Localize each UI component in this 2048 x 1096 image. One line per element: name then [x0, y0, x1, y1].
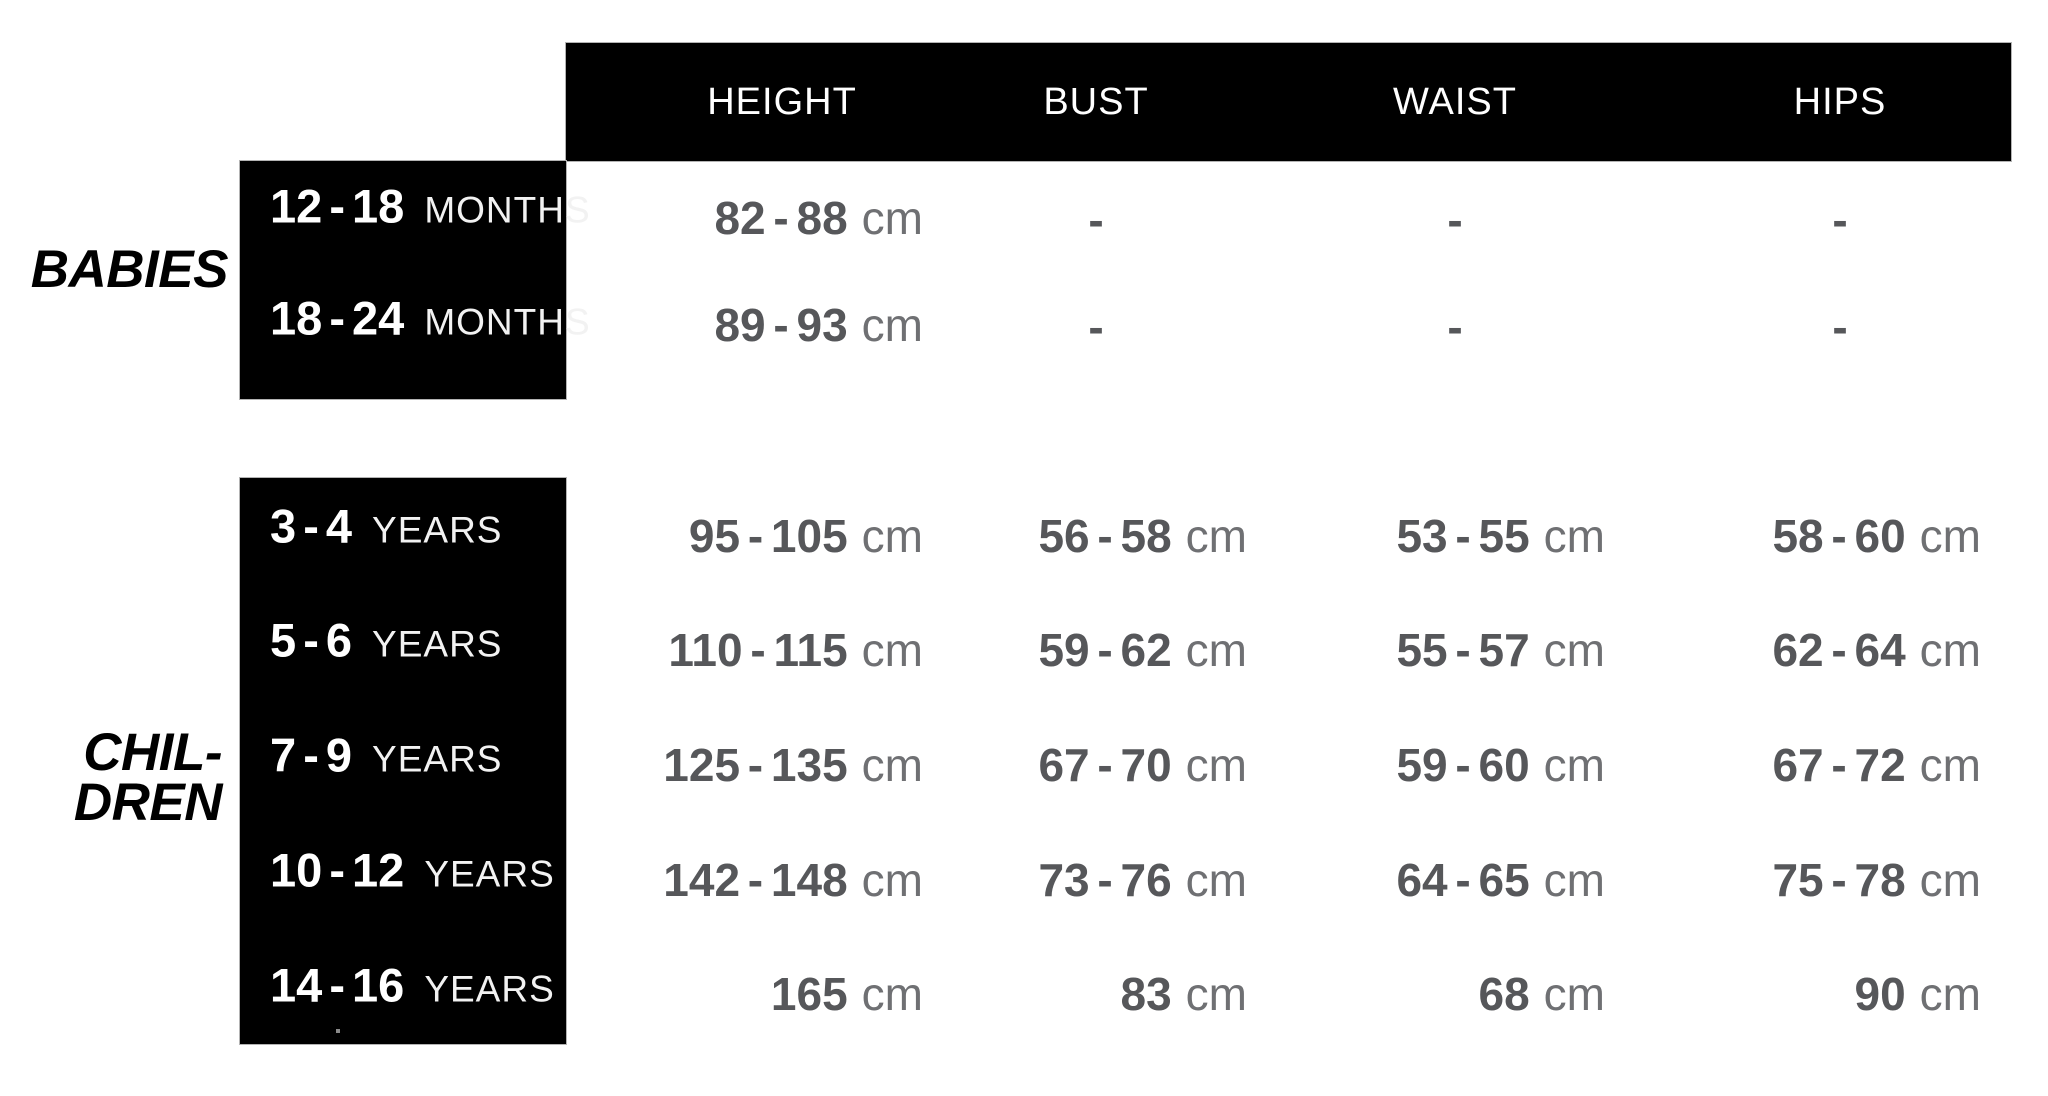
children-size-box	[240, 478, 566, 1044]
size-unit: YEARS	[372, 509, 503, 551]
size-range: 14 - 16	[270, 958, 405, 1012]
value-unit: cm	[1185, 739, 1247, 791]
size-range: 3 - 4	[270, 499, 353, 553]
value-number: 125 - 135	[663, 739, 848, 791]
group-label-text: BABIES	[30, 240, 228, 299]
value-unit: cm	[1543, 854, 1605, 906]
size-row-children-1	[270, 613, 503, 667]
value-number: 73 - 76	[1038, 854, 1172, 906]
children-4-waist-value	[1478, 968, 1606, 1020]
babies-0-waist-value: -	[1447, 194, 1463, 246]
children-2-bust-value	[1038, 739, 1247, 791]
size-unit: YEARS	[372, 623, 503, 665]
value-unit: cm	[1543, 624, 1605, 676]
value-unit: cm	[861, 299, 923, 351]
value-unit: cm	[1919, 510, 1981, 562]
value-number: 59 - 62	[1038, 624, 1172, 676]
size-unit: MONTHS	[424, 301, 591, 343]
babies-1-hips-value: -	[1832, 301, 1848, 353]
value-number: 83	[1120, 968, 1172, 1020]
children-2-hips-value	[1772, 739, 1981, 791]
children-1-height-value	[668, 624, 923, 676]
size-row-children-0	[270, 499, 503, 553]
children-3-bust-value	[1038, 854, 1247, 906]
column-header-bust: BUST	[1043, 81, 1149, 123]
children-0-height-value	[688, 510, 923, 562]
value-unit: cm	[861, 968, 923, 1020]
children-2-height-value	[663, 739, 923, 791]
value-unit: cm	[861, 624, 923, 676]
children-4-bust-value	[1120, 968, 1248, 1020]
size-row-children-2	[270, 728, 503, 782]
group-label-text-line2: DREN	[73, 773, 222, 832]
babies-0-height-value	[714, 192, 923, 244]
children-3-waist-value	[1396, 854, 1605, 906]
table-header-bar	[566, 43, 2011, 161]
children-2-waist-value	[1396, 739, 1605, 791]
children-0-bust-value	[1038, 510, 1247, 562]
value-number: 59 - 60	[1396, 739, 1530, 791]
value-number: 82 - 88	[714, 192, 848, 244]
dot-artifact	[336, 1029, 340, 1033]
size-range: 5 - 6	[270, 613, 353, 667]
babies-1-waist-value: -	[1447, 301, 1463, 353]
children-1-waist-value	[1396, 624, 1605, 676]
value-unit: cm	[1185, 968, 1247, 1020]
babies-size-box	[240, 161, 591, 399]
value-unit: cm	[861, 739, 923, 791]
size-row-children-3	[270, 843, 555, 897]
value-unit: cm	[1185, 624, 1247, 676]
size-range: 7 - 9	[270, 728, 353, 782]
value-number: 67 - 70	[1038, 739, 1172, 791]
children-1-hips-value	[1772, 624, 1981, 676]
value-number: 55 - 57	[1396, 624, 1530, 676]
children-4-height-value	[770, 968, 923, 1020]
value-unit: cm	[1185, 510, 1247, 562]
babies-1-bust-value: -	[1088, 301, 1104, 353]
value-unit: cm	[1543, 739, 1605, 791]
size-range: 18 - 24	[270, 291, 405, 345]
value-unit: cm	[861, 192, 923, 244]
value-unit: cm	[1919, 968, 1981, 1020]
value-number: 90	[1854, 968, 1906, 1020]
value-unit: cm	[1543, 968, 1605, 1020]
column-header-hips: HIPS	[1793, 81, 1887, 123]
value-number: 75 - 78	[1772, 854, 1906, 906]
value-unit: cm	[1919, 739, 1981, 791]
value-number: 110 - 115	[668, 624, 848, 676]
size-row-babies-0	[270, 179, 591, 233]
column-header-height: HEIGHT	[707, 81, 857, 123]
value-number: 58 - 60	[1772, 510, 1906, 562]
size-unit: YEARS	[424, 968, 555, 1010]
children-0-waist-value	[1396, 510, 1605, 562]
size-unit: YEARS	[424, 853, 555, 895]
value-unit: cm	[1543, 510, 1605, 562]
size-unit: YEARS	[372, 738, 503, 780]
value-number: 64 - 65	[1396, 854, 1530, 906]
group-label-children	[0, 723, 222, 832]
children-0-hips-value	[1772, 510, 1981, 562]
value-unit: cm	[1185, 854, 1247, 906]
value-number: 62 - 64	[1772, 624, 1906, 676]
value-number: 67 - 72	[1772, 739, 1906, 791]
value-unit: cm	[861, 854, 923, 906]
size-range: 10 - 12	[270, 843, 405, 897]
group-label-text-line1: CHIL-	[83, 723, 222, 782]
children-1-bust-value	[1038, 624, 1247, 676]
children-3-height-value	[663, 854, 923, 906]
value-number: 142 - 148	[663, 854, 848, 906]
value-unit: cm	[1919, 854, 1981, 906]
value-unit: cm	[861, 510, 923, 562]
size-unit: MONTHS	[424, 189, 591, 231]
value-number: 53 - 55	[1396, 510, 1530, 562]
size-row-children-4	[270, 958, 555, 1012]
babies-1-height-value	[714, 299, 923, 351]
value-number: 89 - 93	[714, 299, 848, 351]
size-range: 12 - 18	[270, 179, 405, 233]
babies-0-bust-value: -	[1088, 194, 1104, 246]
babies-0-hips-value: -	[1832, 194, 1848, 246]
children-3-hips-value	[1772, 854, 1981, 906]
value-number: 165	[770, 968, 848, 1020]
value-unit: cm	[1919, 624, 1981, 676]
children-4-hips-value	[1854, 968, 1982, 1020]
value-number: 95 - 105	[688, 510, 848, 562]
value-number: 56 - 58	[1038, 510, 1172, 562]
column-header-waist: WAIST	[1393, 81, 1517, 123]
size-row-babies-1	[270, 291, 591, 345]
group-label-babies	[0, 240, 228, 299]
value-number: 68	[1478, 968, 1530, 1020]
